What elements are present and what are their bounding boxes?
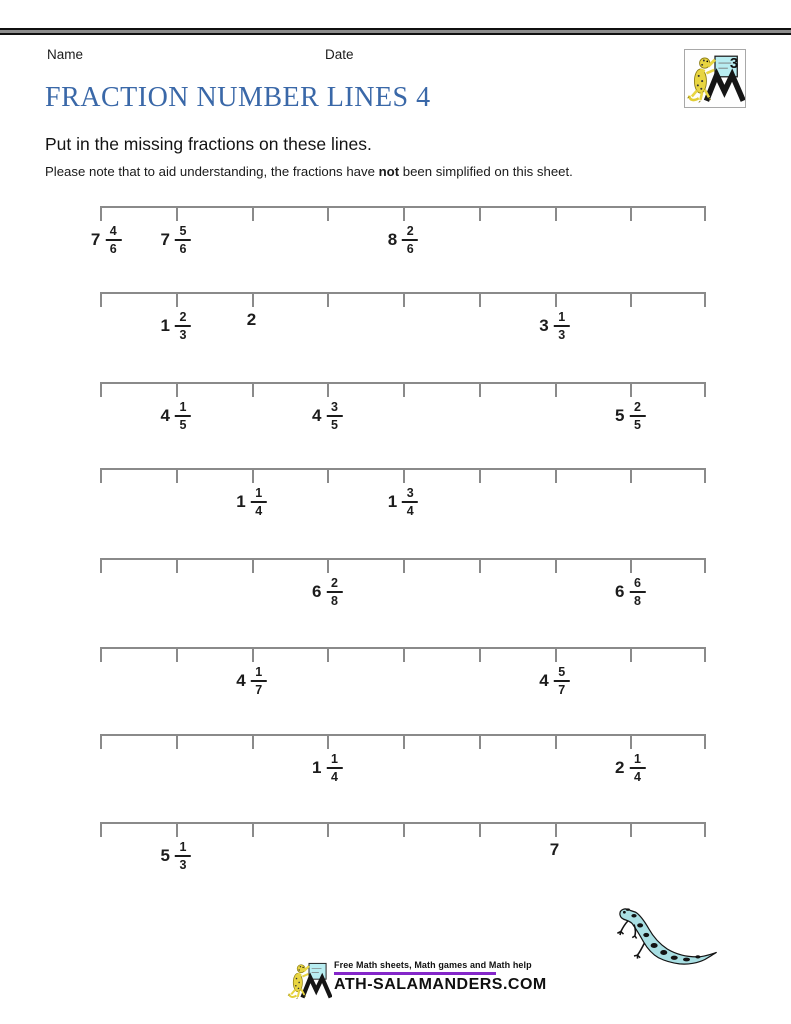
whole-number: 5 — [160, 846, 170, 866]
whole-number: 2 — [246, 310, 257, 329]
fraction-bar — [402, 239, 418, 241]
numerator: 1 — [255, 486, 263, 500]
tick-mark — [100, 384, 102, 397]
tick-mark — [555, 208, 557, 221]
fraction — [175, 310, 191, 343]
tick-mark — [479, 560, 481, 573]
number-line — [100, 558, 706, 618]
tick-mark — [403, 470, 405, 483]
denominator: 7 — [255, 683, 263, 698]
number-line — [100, 382, 706, 442]
salamander-logo-icon — [286, 960, 332, 1001]
fraction — [402, 486, 418, 519]
fraction-bar — [326, 767, 342, 769]
tick-mark — [479, 649, 481, 662]
whole-number: 4 — [160, 406, 170, 426]
numerator: 1 — [179, 400, 187, 414]
numerator: 6 — [634, 576, 641, 590]
fraction-label — [615, 400, 645, 433]
tick-mark — [176, 470, 178, 483]
number-line — [100, 734, 706, 794]
fraction-bar — [326, 591, 342, 593]
fraction-label — [161, 224, 191, 257]
whole-number: 6 — [615, 582, 625, 602]
tick-mark — [704, 208, 706, 221]
whole-number: 1 — [387, 492, 398, 512]
tick-mark — [100, 649, 102, 662]
numerator: 1 — [255, 665, 263, 679]
tick-mark — [630, 560, 632, 573]
tick-mark — [100, 824, 102, 837]
denominator: 8 — [331, 594, 338, 609]
tick-mark — [555, 384, 557, 397]
numerator: 5 — [558, 665, 566, 679]
tick-mark — [403, 824, 405, 837]
fraction-bar — [629, 591, 645, 593]
whole-number: 3 — [539, 316, 549, 336]
grade-number-badge: 3 — [729, 55, 739, 72]
fraction-label — [388, 486, 418, 519]
note-suffix: been simplified on this sheet. — [399, 164, 573, 179]
note-text — [45, 164, 573, 179]
denominator: 6 — [406, 242, 414, 257]
tick-mark — [100, 560, 102, 573]
tick-mark — [100, 470, 102, 483]
number-line — [100, 822, 706, 882]
tick-mark — [479, 824, 481, 837]
numerator: 4 — [109, 224, 117, 238]
site-footer-logo — [286, 960, 547, 1001]
tick-mark — [252, 470, 254, 483]
whole-number: 4 — [236, 671, 246, 691]
numerator: 3 — [406, 486, 414, 500]
whole-number: 1 — [160, 316, 170, 336]
denominator: 4 — [634, 770, 641, 785]
tick-mark — [176, 649, 178, 662]
tick-mark — [403, 649, 405, 662]
fraction-label — [91, 224, 121, 257]
tick-mark — [100, 736, 102, 749]
denominator: 6 — [109, 242, 117, 257]
tick-mark — [403, 560, 405, 573]
numerator: 1 — [634, 752, 641, 766]
tick-mark — [327, 470, 329, 483]
tick-mark — [403, 384, 405, 397]
tick-mark — [555, 736, 557, 749]
whole-number-label — [550, 840, 559, 860]
denominator: 4 — [255, 504, 263, 519]
tick-mark — [555, 560, 557, 573]
denominator: 3 — [179, 328, 187, 343]
fraction-label — [615, 576, 645, 609]
tick-mark — [327, 560, 329, 573]
denominator: 6 — [179, 242, 187, 257]
tick-mark — [252, 824, 254, 837]
gecko-illustration — [613, 901, 725, 983]
name-field-label: Name — [47, 47, 84, 62]
tick-mark — [704, 294, 706, 307]
tick-mark — [555, 294, 557, 307]
tick-mark — [176, 736, 178, 749]
tick-mark — [555, 824, 557, 837]
numerator: 5 — [179, 224, 187, 238]
numerator: 2 — [634, 400, 641, 414]
tick-mark — [704, 736, 706, 749]
fraction — [105, 224, 121, 257]
numerator: 2 — [179, 310, 187, 324]
whole-number: 5 — [615, 406, 625, 426]
instruction-text: Put in the missing fractions on these lines. — [45, 134, 372, 154]
denominator: 8 — [634, 594, 641, 609]
tick-mark — [252, 294, 254, 307]
fraction-label — [615, 752, 645, 785]
fraction — [554, 310, 570, 343]
tick-mark — [327, 384, 329, 397]
denominator: 3 — [179, 858, 187, 873]
tick-mark — [704, 824, 706, 837]
tick-mark — [704, 470, 706, 483]
fraction-bar — [175, 325, 191, 327]
tick-mark — [630, 208, 632, 221]
note-prefix: Please note that to aid understanding, the fractions have — [45, 164, 379, 179]
whole-number: 7 — [160, 230, 170, 250]
fraction-label — [312, 752, 342, 785]
site-name-text: ATH-SALAMANDERS.COM — [334, 976, 547, 993]
numerator: 2 — [406, 224, 414, 238]
fraction-label — [539, 665, 569, 698]
fraction — [251, 486, 267, 519]
fraction-bar — [251, 501, 267, 503]
fraction-label — [539, 310, 569, 343]
whole-number: 2 — [615, 758, 625, 778]
page-title: FRACTION NUMBER LINES 4 — [45, 82, 431, 113]
numerator: 1 — [179, 840, 187, 854]
tick-mark — [252, 649, 254, 662]
fraction — [629, 576, 645, 609]
fraction-label — [236, 486, 266, 519]
fraction-bar — [402, 501, 418, 503]
tick-mark — [479, 384, 481, 397]
denominator: 5 — [331, 418, 338, 433]
fraction — [326, 576, 342, 609]
number-line — [100, 292, 706, 352]
numerator: 2 — [331, 576, 338, 590]
fraction-bar — [554, 325, 570, 327]
brand-logo-badge — [684, 49, 746, 108]
tick-mark — [479, 294, 481, 307]
whole-number: 7 — [549, 840, 560, 859]
whole-number: 1 — [312, 758, 322, 778]
whole-number: 1 — [236, 492, 246, 512]
footer-tagline: Free Math sheets, Math games and Math help — [334, 960, 532, 970]
tick-mark — [327, 208, 329, 221]
number-line — [100, 468, 706, 528]
fraction — [251, 665, 267, 698]
tick-mark — [252, 384, 254, 397]
whole-number: 8 — [387, 230, 398, 250]
number-line — [100, 647, 706, 707]
fraction-bar — [175, 415, 191, 417]
fraction-bar — [105, 239, 121, 241]
tick-mark — [479, 470, 481, 483]
tick-mark — [327, 736, 329, 749]
tick-mark — [176, 560, 178, 573]
whole-number: 4 — [539, 671, 549, 691]
denominator: 5 — [634, 418, 641, 433]
tick-mark — [176, 824, 178, 837]
fraction — [326, 752, 342, 785]
tick-mark — [252, 560, 254, 573]
tick-mark — [403, 208, 405, 221]
date-field-label: Date — [325, 47, 354, 62]
fraction — [402, 224, 418, 257]
denominator: 7 — [558, 683, 566, 698]
number-line — [90, 206, 706, 266]
numerator: 1 — [558, 310, 566, 324]
tick-mark — [704, 560, 706, 573]
whole-number-label — [247, 310, 256, 330]
fraction-label — [236, 665, 266, 698]
fraction — [629, 752, 645, 785]
tick-mark — [403, 294, 405, 307]
numerator: 1 — [331, 752, 338, 766]
tick-mark — [704, 649, 706, 662]
whole-number: 6 — [312, 582, 322, 602]
whole-number: 4 — [312, 406, 322, 426]
tick-mark — [704, 384, 706, 397]
tick-mark — [252, 736, 254, 749]
tick-mark — [252, 208, 254, 221]
fraction — [554, 665, 570, 698]
fraction-bar — [629, 415, 645, 417]
denominator: 3 — [558, 328, 566, 343]
fraction-bar — [175, 239, 191, 241]
tick-mark — [403, 736, 405, 749]
tick-mark — [100, 294, 102, 307]
fraction — [175, 224, 191, 257]
purple-divider — [334, 972, 496, 975]
fraction-label — [161, 310, 191, 343]
note-bold-word: not — [378, 164, 400, 179]
denominator: 4 — [406, 504, 414, 519]
tick-mark — [176, 294, 178, 307]
fraction-label — [161, 400, 191, 433]
denominator: 4 — [331, 770, 338, 785]
fraction-bar — [326, 415, 342, 417]
fraction-bar — [554, 680, 570, 682]
tick-mark — [555, 470, 557, 483]
fraction-bar — [251, 680, 267, 682]
tick-mark — [630, 736, 632, 749]
tick-mark — [630, 470, 632, 483]
tick-mark — [327, 294, 329, 307]
tick-mark — [555, 649, 557, 662]
fraction — [175, 840, 191, 873]
fraction — [175, 400, 191, 433]
tick-mark — [100, 208, 102, 221]
fraction — [326, 400, 342, 433]
tick-mark — [327, 649, 329, 662]
fraction-label — [312, 576, 342, 609]
denominator: 5 — [179, 418, 187, 433]
numerator: 3 — [331, 400, 338, 414]
tick-mark — [630, 384, 632, 397]
whole-number: 7 — [90, 230, 101, 250]
fraction — [629, 400, 645, 433]
fraction-label — [388, 224, 418, 257]
tick-mark — [479, 208, 481, 221]
fraction-bar — [629, 767, 645, 769]
tick-mark — [630, 294, 632, 307]
tick-mark — [327, 824, 329, 837]
tick-mark — [630, 824, 632, 837]
tick-mark — [176, 208, 178, 221]
fraction-bar — [175, 855, 191, 857]
tick-mark — [630, 649, 632, 662]
top-border-bar — [0, 28, 791, 35]
tick-mark — [176, 384, 178, 397]
tick-mark — [479, 736, 481, 749]
fraction-label — [312, 400, 342, 433]
fraction-label — [161, 840, 191, 873]
